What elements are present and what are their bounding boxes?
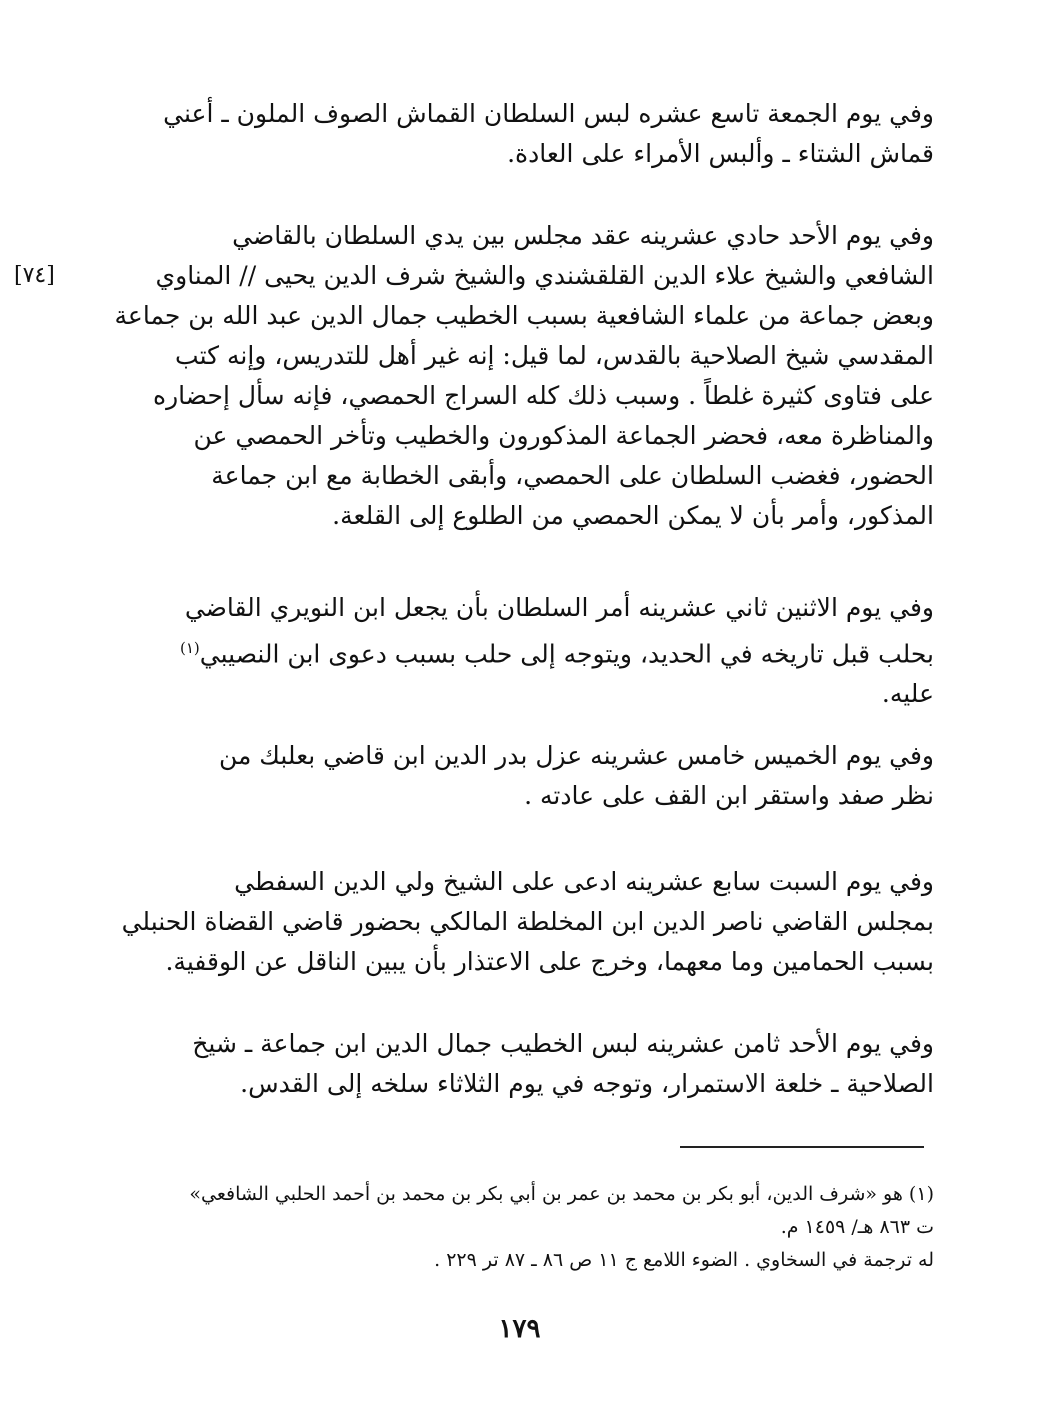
paragraph-6 xyxy=(96,1024,934,1104)
paragraph-line xyxy=(96,628,934,674)
footnote-separator xyxy=(680,1146,924,1148)
paragraph-4 xyxy=(96,736,934,816)
paragraph-line: وفي يوم الأحد ثامن عشرينه لبس الخطيب جمال الدين ابن جماعة ـ شيخ xyxy=(192,1029,934,1058)
paragraph-line: بمجلس القاضي ناصر الدين ابن المخلطة المالكي بحضور قاضي القضاة الحنبلي xyxy=(121,907,934,936)
paragraph-line: الصلاحية ـ خلعة الاستمرار، وتوجه في يوم الثلاثاء سلخه إلى القدس. xyxy=(240,1069,934,1098)
paragraph-line: وفي يوم الجمعة تاسع عشره لبس السلطان القماش الصوف الملون ـ أعني xyxy=(163,99,934,128)
footnote-line: له ترجمة في السخاوي . الضوء اللامع ج ١١ ص ٨٦ ـ ٨٧ تر ٢٢٩ . xyxy=(434,1249,934,1271)
paragraph-3 xyxy=(96,588,934,714)
paragraph-line: وفي يوم السبت سابع عشرينه ادعى على الشيخ ولي الدين السفطي xyxy=(234,867,934,896)
paragraph-line: الشافعي والشيخ علاء الدين القلقشندي والشيخ شرف الدين يحيى // المناوي xyxy=(155,261,934,290)
footnotes xyxy=(100,1178,934,1277)
paragraph-5 xyxy=(96,862,934,982)
paragraph-line: قماش الشتاء ـ وألبس الأمراء على العادة. xyxy=(507,139,934,168)
paragraph-1 xyxy=(96,94,934,174)
paragraph-line: عليه. xyxy=(881,679,934,709)
page-number: ١٧٩ xyxy=(498,1314,541,1344)
paragraph-line: وفي يوم الاثنين ثاني عشرينه أمر السلطان بأن يجعل ابن النويري القاضي xyxy=(184,593,934,622)
margin-page-reference: [٧٤] xyxy=(14,263,55,288)
paragraph-line: نظر صفد واستقر ابن القف على عادته . xyxy=(524,781,934,810)
paragraph-line-text: بحلب قبل تاريخه في الحديد، ويتوجه إلى حلب بسبب دعوى ابن النصيبي xyxy=(199,639,934,669)
paragraph-line: وبعض جماعة من علماء الشافعية بسبب الخطيب جمال الدين عبد الله بن جماعة xyxy=(114,301,934,330)
paragraph-line: والمناظرة معه، فحضر الجماعة المذكورون والخطيب وتأخر الحمصي عن xyxy=(193,421,934,450)
paragraph-line: المذكور، وأمر بأن لا يمكن الحمصي من الطلوع إلى القلعة. xyxy=(332,501,934,530)
paragraph-line: المقدسي شيخ الصلاحية بالقدس، لما قيل: إنه غير أهل للتدريس، وإنه كتب xyxy=(175,341,934,370)
paragraph-line: بسبب الحمامين وما معهما، وخرج على الاعتذار بأن يبين الناقل عن الوقفية. xyxy=(165,947,934,976)
paragraph-line: وفي يوم الأحد حادي عشرينه عقد مجلس بين يدي السلطان بالقاضي xyxy=(232,221,934,250)
footnote-reference: (١) xyxy=(179,639,200,657)
footnote-line: (١) هو «شرف الدين، أبو بكر بن محمد بن عمر بن أبي بكر بن محمد بن أحمد الحلبي الشافعي» xyxy=(189,1183,934,1205)
footnote-line: ت ٨٦٣ هـ/ ١٤٥٩ م. xyxy=(780,1216,934,1238)
paragraph-line: الحضور، فغضب السلطان على الحمصي، وأبقى الخطابة مع ابن جماعة xyxy=(211,461,934,490)
paragraph-line: وفي يوم الخميس خامس عشرينه عزل بدر الدين ابن قاضي بعلبك من xyxy=(218,741,934,770)
paragraph-2 xyxy=(96,216,934,536)
paragraph-line: على فتاوى كثيرة غلطاً . وسبب ذلك كله السراج الحمصي، فإنه سأل إحضاره xyxy=(153,381,934,410)
